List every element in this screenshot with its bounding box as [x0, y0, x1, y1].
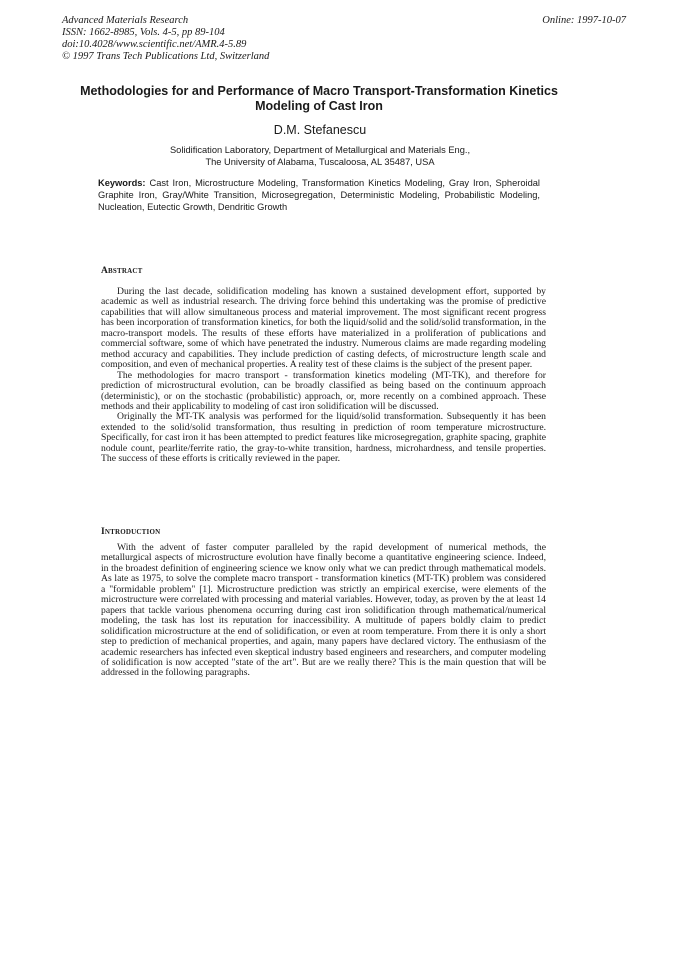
introduction-body [101, 543, 546, 679]
issn-line: ISSN: 1662-8985, Vols. 4-5, pp 89-104 [62, 27, 225, 38]
introduction-heading: Introduction [101, 527, 161, 537]
abstract-heading: Abstract [101, 266, 143, 276]
affiliation [0, 144, 640, 168]
abstract-paragraph-2: The methodologies for macro transport - transformation kinetics modeling (MT-TK), and therefore for prediction of microstructural evolution, can be broadly classified as being based on the continuum approach (deterministic), or on the stochastic (probabilistic) approach, or, more recently on a combined approach. These methods and their applicability to modeling of cast iron solidification will be discussed. [101, 369, 546, 412]
affiliation-line-2: The University of Alabama, Tuscaloosa, AL 35487, USA [205, 157, 435, 167]
affiliation-line-1: Solidification Laboratory, Department of Metallurgical and Materials Eng., [169, 145, 471, 155]
paper-author: D.M. Stefanescu [273, 123, 367, 137]
introduction-paragraph-1: With the advent of faster computer paralleled by the rapid development of numerical methods, the metallurgical aspects of microstructure evolution have finally become a quantitative engineering science. Indeed, in the broadest definition of engineering science we know only what we can predict through mathematical models. As late as 1975, to solve the complete macro transport - transformation kinetics (MT-TK) problem was considered a "formidable problem" [1]. Microstructure prediction was strictly an empirical exercise, were elements of the microstructure were correlated with processing and material variables. However, today, as proven by the at least 14 papers that tackle various phenomena occurring during cast iron solidification through mathematical/numerical modeling, the task has lost its reputation for inaccessibility. A multitude of papers boldly claim to predict solidification microstructure at the end of solidification, or even at room temperature. From there it is only a short step to prediction of mechanical properties, and again, many papers have declared victory. The enthusiasm of the academic researchers has infected even skeptical industry based engineers and researchers, and computer modeling of solidification is now accepted "state of the art". But are we really there? This is the main question that will be addressed in the following paragraphs. [101, 542, 546, 679]
paper-title: Methodologies for and Performance of Macro Transport-Transformation Kinetics Modeling of Cast Iron [80, 84, 558, 113]
keywords-label: Keywords: [98, 178, 146, 188]
abstract-body [101, 287, 546, 465]
copyright-line: © 1997 Trans Tech Publications Ltd, Switzerland [62, 51, 270, 62]
journal-name: Advanced Materials Research [62, 15, 189, 26]
keywords-block [98, 178, 540, 213]
online-date: Online: 1997-10-07 [542, 15, 626, 26]
abstract-paragraph-3: Originally the MT-TK analysis was performed for the liquid/solid transformation. Subsequently it has been extended to the solid/solid transformation, thus resulting in prediction of room temperature microstructure. Specifically, for cast iron it has been attempted to predict features like microsegregation, graphite spacing, graphite nodule count, pearlite/ferrite ratio, the gray-to-white transition, hardness, microhardness, and tensile properties. The success of these efforts is critically reviewed in the paper. [101, 411, 546, 465]
abstract-paragraph-1: During the last decade, solidification modeling has known a sustained development effort, supported by academic as well as industrial research. The driving force behind this undertaking was the promise of predictive capabilities that will allow simultaneous process and material improvement. The most significant recent progress has been incorporation of transformation kinetics, for both the liquid/solid and the solid/solid transformation, in the macro-transport models. The results of these efforts have materialized in a proliferation of publications and commercial software, some of which have penetrated the industry. Numerous claims are made regarding modeling method accuracy and capabilities. They include prediction of casting defects, of microstructure length scale and composition, and even of mechanical properties. A reality test of these claims is the subject of the present paper. [101, 286, 546, 371]
journal-header [62, 15, 269, 63]
doi-line: doi:10.4028/www.scientific.net/AMR.4-5.89 [62, 39, 247, 50]
keywords-list: Cast Iron, Microstructure Modeling, Transformation Kinetics Modeling, Gray Iron, Spheroidal Graphite Iron, Gray/White Transition, Microsegregation, Deterministic Modeling, Probabilistic Modeling, Nucleation, Eutectic Growth, Dendritic Growth [98, 178, 540, 212]
